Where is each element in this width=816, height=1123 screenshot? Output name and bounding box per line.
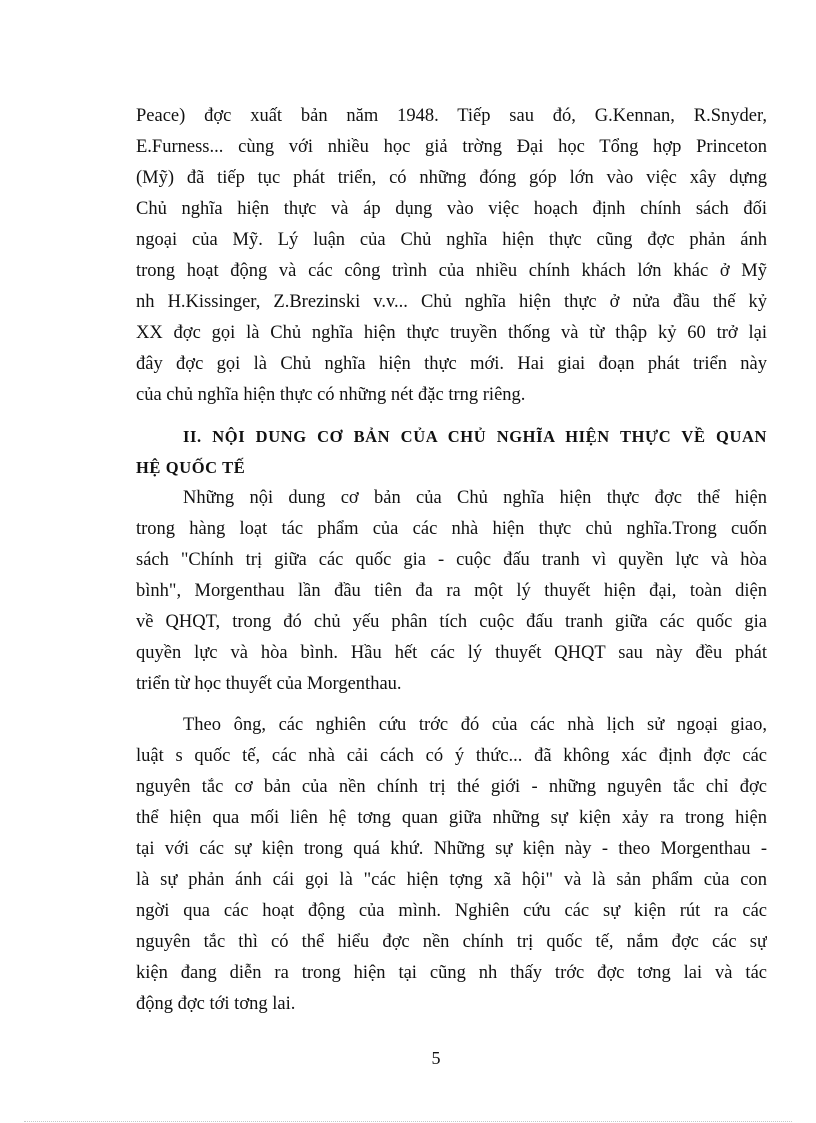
text-line: là sự phản ánh cái gọi là "các hiện tợng xã hội" và là sản phẩm của con	[136, 870, 767, 890]
text-line: tại với các sự kiện trong quá khứ. Những sự kiện này - theo Morgenthau -	[136, 839, 767, 859]
text-line: Những nội dung cơ bản của Chủ nghĩa hiện thực đợc thể hiện	[183, 488, 767, 508]
text-line: kiện đang diễn ra trong hiện tại cũng nh thấy trớc đợc tơng lai và tác	[136, 963, 767, 983]
text-line: quyền lực và hòa bình. Hầu hết các lý thuyết QHQT sau này đều phát	[136, 643, 767, 663]
text-line: triển từ học thuyết của Morgenthau.	[136, 674, 402, 694]
text-line: về QHQT, trong đó chủ yếu phân tích cuộc đấu tranh giữa các quốc gia	[136, 612, 767, 632]
paragraph-2	[136, 483, 767, 700]
text-line: Peace) đợc xuất bản năm 1948. Tiếp sau đó, G.Kennan, R.Snyder,	[136, 106, 767, 126]
page-number: 5	[431, 1048, 441, 1068]
document-page	[136, 101, 767, 1030]
heading-line: II. NỘI DUNG CƠ BẢN CỦA CHỦ NGHĨA HIỆN THỰC VỀ QUAN	[183, 427, 767, 446]
text-line: Theo ông, các nghiên cứu trớc đó của các nhà lịch sử ngoại giao,	[183, 715, 767, 735]
text-line: đây đợc gọi là Chủ nghĩa hiện thực mới. Hai giai đoạn phát triển này	[136, 354, 767, 374]
text-line: sách "Chính trị giữa các quốc gia - cuộc đấu tranh vì quyền lực và hòa	[136, 550, 767, 570]
text-line: trong hàng loạt tác phẩm của các nhà hiện thực chủ nghĩa.Trong cuốn	[136, 519, 767, 539]
text-line: của chủ nghĩa hiện thực có những nét đặc trng riêng.	[136, 385, 526, 405]
text-line: ngoại của Mỹ. Lý luận của Chủ nghĩa hiện thực cũng đợc phản ánh	[136, 230, 767, 250]
heading-line: HỆ QUỐC TẾ	[136, 458, 246, 477]
paragraph-1	[136, 101, 767, 411]
paragraph-3	[136, 710, 767, 1020]
text-line: nh H.Kissinger, Z.Brezinski v.v... Chủ nghĩa hiện thực ở nửa đầu thế kỷ	[136, 292, 767, 312]
page-border-divider	[24, 1121, 792, 1122]
text-line: bình", Morgenthau lần đầu tiên đa ra một lý thuyết hiện đại, toàn diện	[136, 581, 767, 601]
text-line: nguyên tắc thì có thể hiểu đợc nền chính trị quốc tế, nắm đợc các sự	[136, 932, 767, 952]
section-heading	[136, 421, 767, 483]
text-line: nguyên tắc cơ bản của nền chính trị thé giới - những nguyên tắc chỉ đợc	[136, 777, 767, 797]
text-line: (Mỹ) đã tiếp tục phát triển, có những đóng góp lớn vào việc xây dựng	[136, 168, 767, 188]
text-line: E.Furness... cùng với nhiều học giả trờng Đại học Tổng hợp Princeton	[136, 137, 767, 157]
text-line: động đợc tới tơng lai.	[136, 994, 296, 1014]
text-line: luật s quốc tế, các nhà cải cách có ý thức... đã không xác định đợc các	[136, 746, 767, 766]
text-line: thể hiện qua mối liên hệ tơng quan giữa những sự kiện xảy ra trong hiện	[136, 808, 767, 828]
text-line: ngời qua các hoạt động của mình. Nghiên cứu các sự kiện rút ra các	[136, 901, 767, 921]
text-line: trong hoạt động và các công trình của nhiều chính khách lớn khác ở Mỹ	[136, 261, 767, 281]
text-line: XX đợc gọi là Chủ nghĩa hiện thực truyền thống và từ thập kỷ 60 trở lại	[136, 323, 767, 343]
text-line: Chủ nghĩa hiện thực và áp dụng vào việc hoạch định chính sách đối	[136, 199, 767, 219]
